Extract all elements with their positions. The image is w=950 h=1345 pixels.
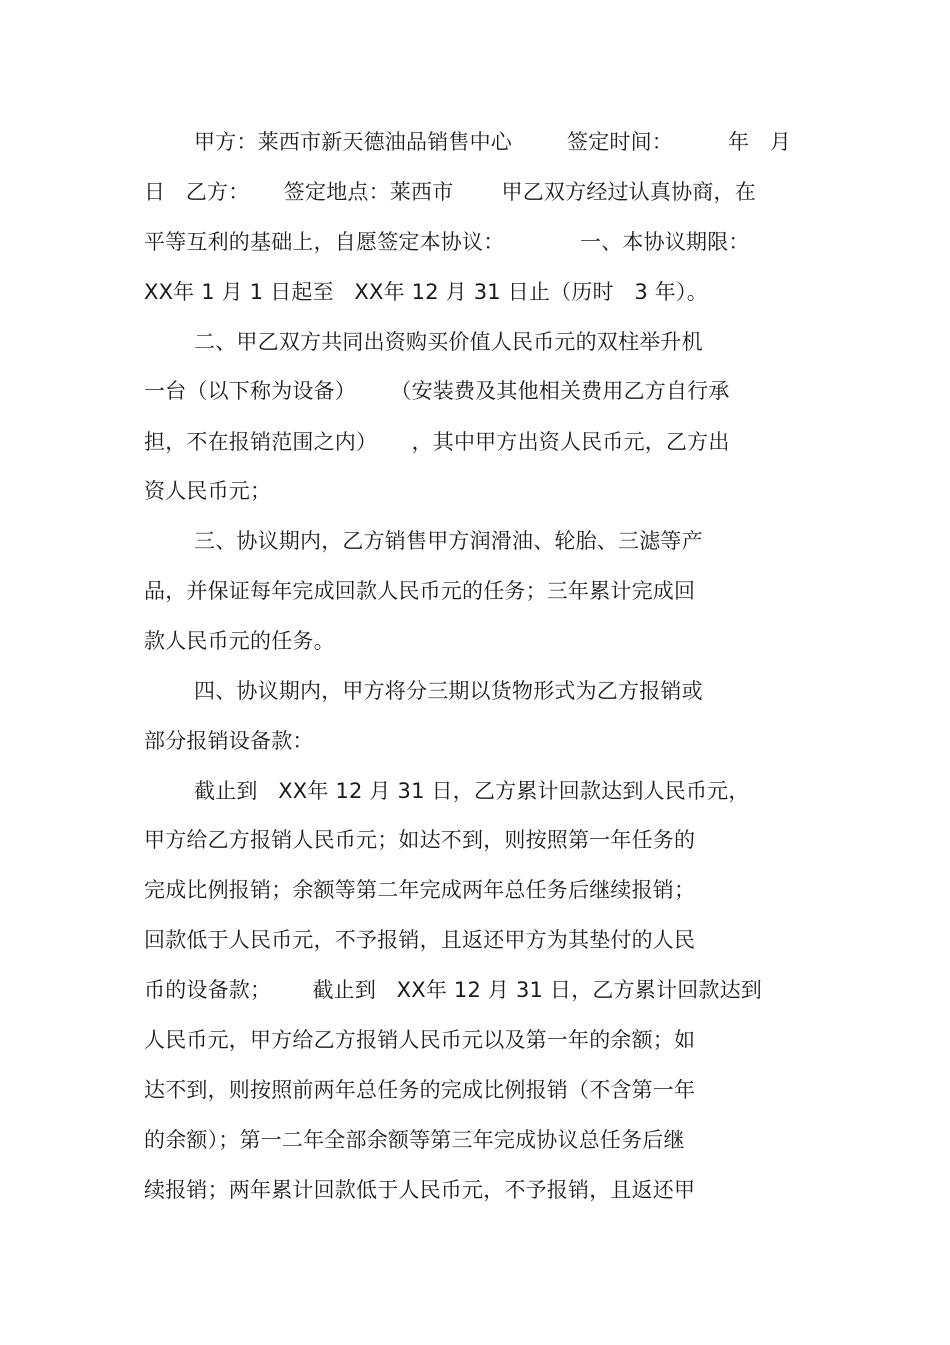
text-line: 平等互利的基础上，自愿签定本协议： 一、本协议期限： [144, 230, 750, 254]
text-line: 完成比例报销；余额等第二年完成两年总任务后继续报销； [144, 878, 696, 902]
text-line: 款人民币元的任务。 [144, 629, 335, 653]
text-line: 的余额）；第一二年全部余额等第三年完成协议总任务后继 [144, 1128, 685, 1152]
text-line: 甲方：莱西市新天德油品销售中心 签定时间： 年 月 [194, 130, 792, 154]
text-line: XX年 1 月 1 日起至 XX年 12 月 31 日止（历时 3 年）。 [144, 280, 708, 304]
text-line: 资人民币元； [144, 479, 272, 503]
text-line: 截止到 XX年 12 月 31 日，乙方累计回款达到人民币元， [194, 779, 750, 803]
text-line: 品，并保证每年完成回款人民币元的任务；三年累计完成回 [144, 579, 696, 603]
text-line: 一台（以下称为设备） （安装费及其他相关费用乙方自行承 [144, 379, 730, 403]
text-line: 回款低于人民币元，不予报销，且返还甲方为其垫付的人民 [144, 928, 696, 952]
text-line: 续报销；两年累计回款低于人民币元，不予报销，且返还甲 [144, 1178, 696, 1202]
text-line: 达不到，则按照前两年总任务的完成比例报销（不含第一年 [144, 1078, 696, 1102]
text-line: 担，不在报销范围之内） ，其中甲方出资人民币元，乙方出 [144, 430, 730, 454]
text-line: 日 乙方： 签定地点：莱西市 甲乙双方经过认真协商，在 [144, 180, 756, 204]
text-line: 四、协议期内，甲方将分三期以货物形式为乙方报销或 [194, 679, 703, 703]
text-line: 三、协议期内，乙方销售甲方润滑油、轮胎、三滤等产 [194, 529, 703, 553]
text-line: 币的设备款； 截止到 XX年 12 月 31 日，乙方累计回款达到 [144, 978, 762, 1002]
text-line: 二、甲乙双方共同出资购买价值人民币元的双柱举升机 [194, 330, 703, 354]
text-line: 甲方给乙方报销人民币元；如达不到，则按照第一年任务的 [144, 828, 696, 852]
text-line: 部分报销设备款： [144, 729, 314, 753]
text-line: 人民币元，甲方给乙方报销人民币元以及第一年的余额；如 [144, 1028, 696, 1052]
